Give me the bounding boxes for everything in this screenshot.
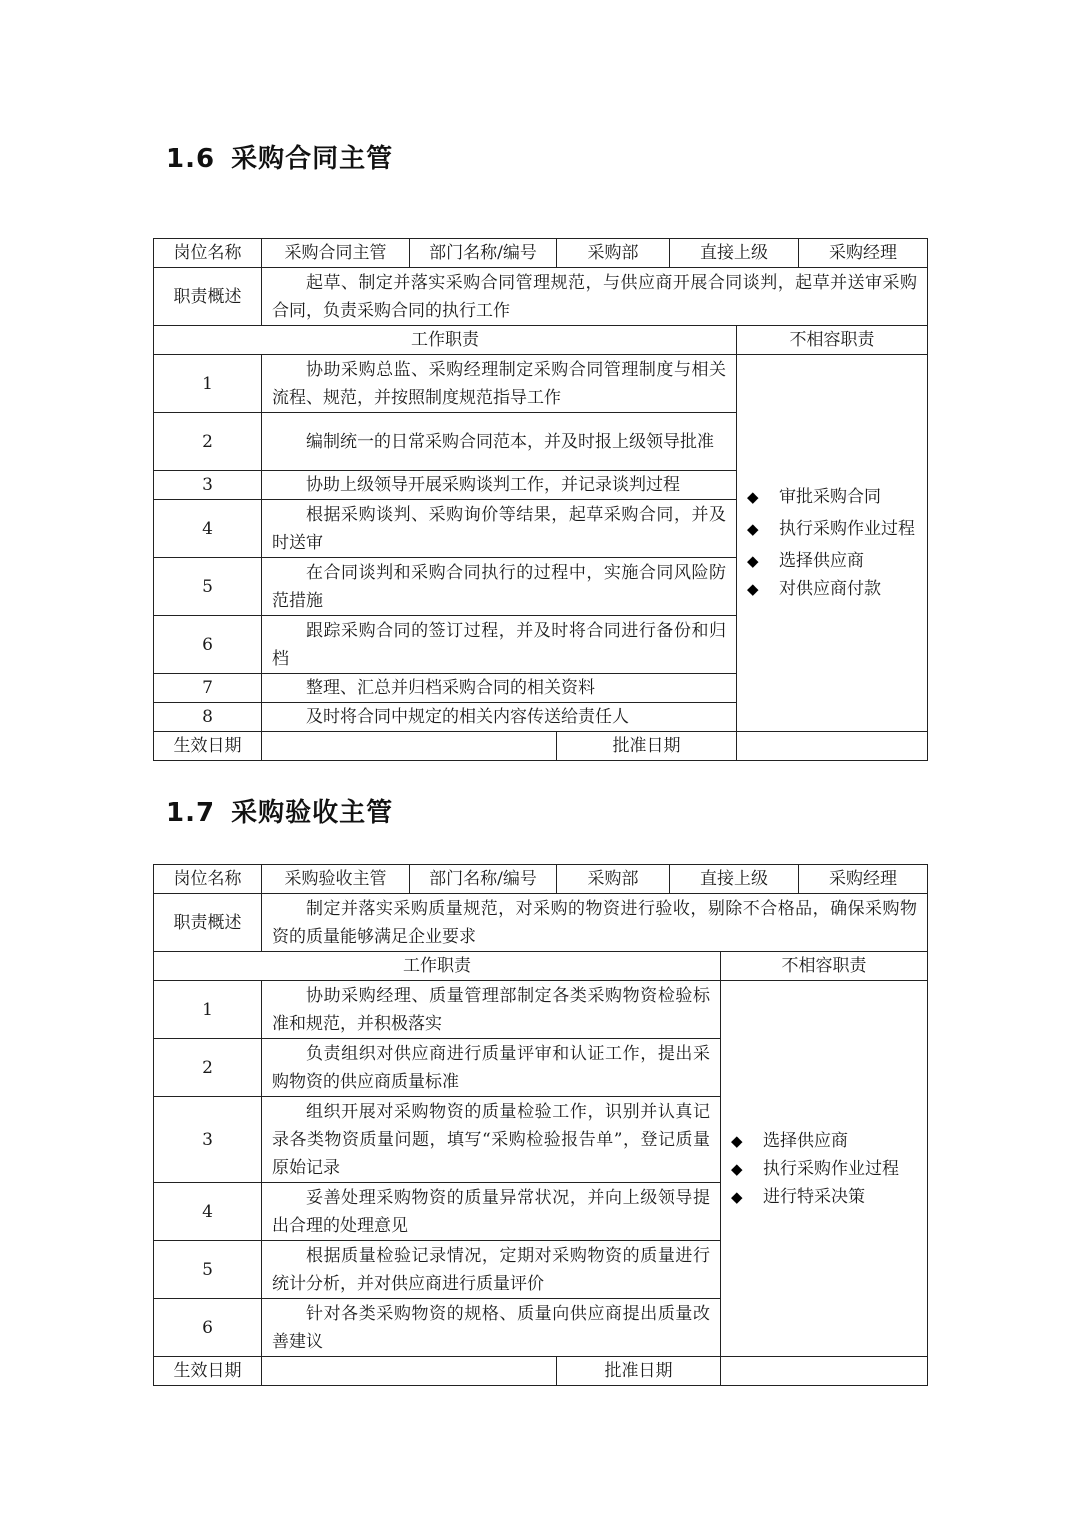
incompatible-cell: [721, 981, 928, 1357]
duty-text: 整理、汇总并归档采购合同的相关资料: [262, 674, 737, 703]
duty-number: 5: [154, 1241, 262, 1299]
effective-date-label: 生效日期: [154, 732, 262, 761]
summary-label: 职责概述: [154, 268, 262, 326]
duty-text: 根据质量检验记录情况，定期对采购物资的质量进行统计分析，并对供应商进行质量评价: [262, 1241, 721, 1299]
approval-date-label: 批准日期: [557, 1357, 721, 1386]
section-number: 1.6: [166, 144, 216, 174]
duties-header-row: [154, 326, 928, 355]
duty-number: 5: [154, 558, 262, 616]
section-name: 采购验收主管: [231, 798, 394, 828]
duty-number: 8: [154, 703, 262, 732]
job-table-contract: [153, 238, 928, 761]
incompatible-header: 不相容职责: [737, 326, 928, 355]
duty-number: 1: [154, 355, 262, 413]
duty-number: 2: [154, 1039, 262, 1097]
dept-value: 采购部: [557, 865, 670, 894]
duty-row: [154, 355, 928, 413]
effective-date-label: 生效日期: [154, 1357, 262, 1386]
duty-number: 6: [154, 616, 262, 674]
summary-row: [154, 268, 928, 326]
section-number: 1.7: [166, 798, 216, 828]
job-table-inspection: [153, 864, 928, 1386]
post-name-value: 采购合同主管: [262, 239, 410, 268]
duties-header-row: [154, 952, 928, 981]
header-row: [154, 239, 928, 268]
incompatible-list: [747, 483, 917, 603]
incompatible-item: ◆ 执行采购作业过程: [747, 515, 917, 543]
summary-text: 起草、制定并落实采购合同管理规范，与供应商开展合同谈判，起草并送审采购合同，负责采购合同的执行工作: [262, 268, 928, 326]
footer-row: [154, 732, 928, 761]
superior-label: 直接上级: [670, 865, 799, 894]
duty-text: 跟踪采购合同的签订过程，并及时将合同进行备份和归档: [262, 616, 737, 674]
superior-label: 直接上级: [670, 239, 799, 268]
superior-value: 采购经理: [799, 865, 928, 894]
duty-text: 协助采购经理、质量管理部制定各类采购物资检验标准和规范，并积极落实: [262, 981, 721, 1039]
effective-date-value: [262, 732, 557, 761]
duty-text: 组织开展对采购物资的质量检验工作，识别并认真记录各类物资质量问题，填写“采购检验报告单”，登记质量原始记录: [262, 1097, 721, 1183]
duties-header: 工作职责: [154, 326, 737, 355]
diamond-bullet-icon: ◆: [731, 1159, 743, 1178]
incompatible-cell: [737, 355, 928, 732]
duty-text: 协助采购总监、采购经理制定采购合同管理制度与相关流程、规范，并按照制度规范指导工作: [262, 355, 737, 413]
duty-text: 针对各类采购物资的规格、质量向供应商提出质量改善建议: [262, 1299, 721, 1357]
section-title-1-6: [166, 138, 393, 175]
diamond-bullet-icon: ◆: [747, 488, 759, 506]
header-row: [154, 865, 928, 894]
duty-row: [154, 981, 928, 1039]
duty-text: 编制统一的日常采购合同范本，并及时报上级领导批准: [262, 413, 737, 471]
effective-date-value: [262, 1357, 557, 1386]
section-name: 采购合同主管: [231, 144, 394, 174]
incompatible-item: ◆ 选择供应商: [731, 1127, 917, 1155]
diamond-bullet-icon: ◆: [747, 552, 759, 570]
post-name-value: 采购验收主管: [262, 865, 410, 894]
approval-date-value: [721, 1357, 928, 1386]
incompatible-header: 不相容职责: [721, 952, 928, 981]
summary-text: 制定并落实采购质量规范，对采购的物资进行验收，剔除不合格品，确保采购物资的质量能够满足企业要求: [262, 894, 928, 952]
post-name-label: 岗位名称: [154, 239, 262, 268]
incompatible-item: ◆ 选择供应商: [747, 547, 917, 575]
duties-header: 工作职责: [154, 952, 721, 981]
summary-row: [154, 894, 928, 952]
incompatible-item: ◆ 对供应商付款: [747, 575, 917, 603]
approval-date-value: [737, 732, 928, 761]
dept-label: 部门名称/编号: [410, 865, 557, 894]
duty-text: 负责组织对供应商进行质量评审和认证工作，提出采购物资的供应商质量标准: [262, 1039, 721, 1097]
section-title-1-7: [166, 792, 393, 829]
duty-number: 4: [154, 1183, 262, 1241]
dept-label: 部门名称/编号: [410, 239, 557, 268]
incompatible-item: ◆ 执行采购作业过程: [731, 1155, 917, 1183]
incompatible-item: ◆ 进行特采决策: [731, 1183, 917, 1211]
superior-value: 采购经理: [799, 239, 928, 268]
incompatible-item: ◆ 审批采购合同: [747, 483, 917, 511]
duty-text: 根据采购谈判、采购询价等结果，起草采购合同，并及时送审: [262, 500, 737, 558]
incompatible-list: [731, 1127, 917, 1211]
duty-text: 在合同谈判和采购合同执行的过程中，实施合同风险防范措施: [262, 558, 737, 616]
approval-date-label: 批准日期: [557, 732, 737, 761]
duty-number: 3: [154, 471, 262, 500]
duty-number: 1: [154, 981, 262, 1039]
summary-label: 职责概述: [154, 894, 262, 952]
duty-text: 及时将合同中规定的相关内容传送给责任人: [262, 703, 737, 732]
diamond-bullet-icon: ◆: [747, 580, 759, 598]
duty-number: 7: [154, 674, 262, 703]
dept-value: 采购部: [557, 239, 670, 268]
duty-text: 协助上级领导开展采购谈判工作，并记录谈判过程: [262, 471, 737, 500]
diamond-bullet-icon: ◆: [731, 1131, 743, 1150]
duty-number: 2: [154, 413, 262, 471]
duty-number: 4: [154, 500, 262, 558]
duty-number: 3: [154, 1097, 262, 1183]
footer-row: [154, 1357, 928, 1386]
duty-number: 6: [154, 1299, 262, 1357]
diamond-bullet-icon: ◆: [747, 520, 759, 538]
post-name-label: 岗位名称: [154, 865, 262, 894]
diamond-bullet-icon: ◆: [731, 1187, 743, 1206]
duty-text: 妥善处理采购物资的质量异常状况，并向上级领导提出合理的处理意见: [262, 1183, 721, 1241]
